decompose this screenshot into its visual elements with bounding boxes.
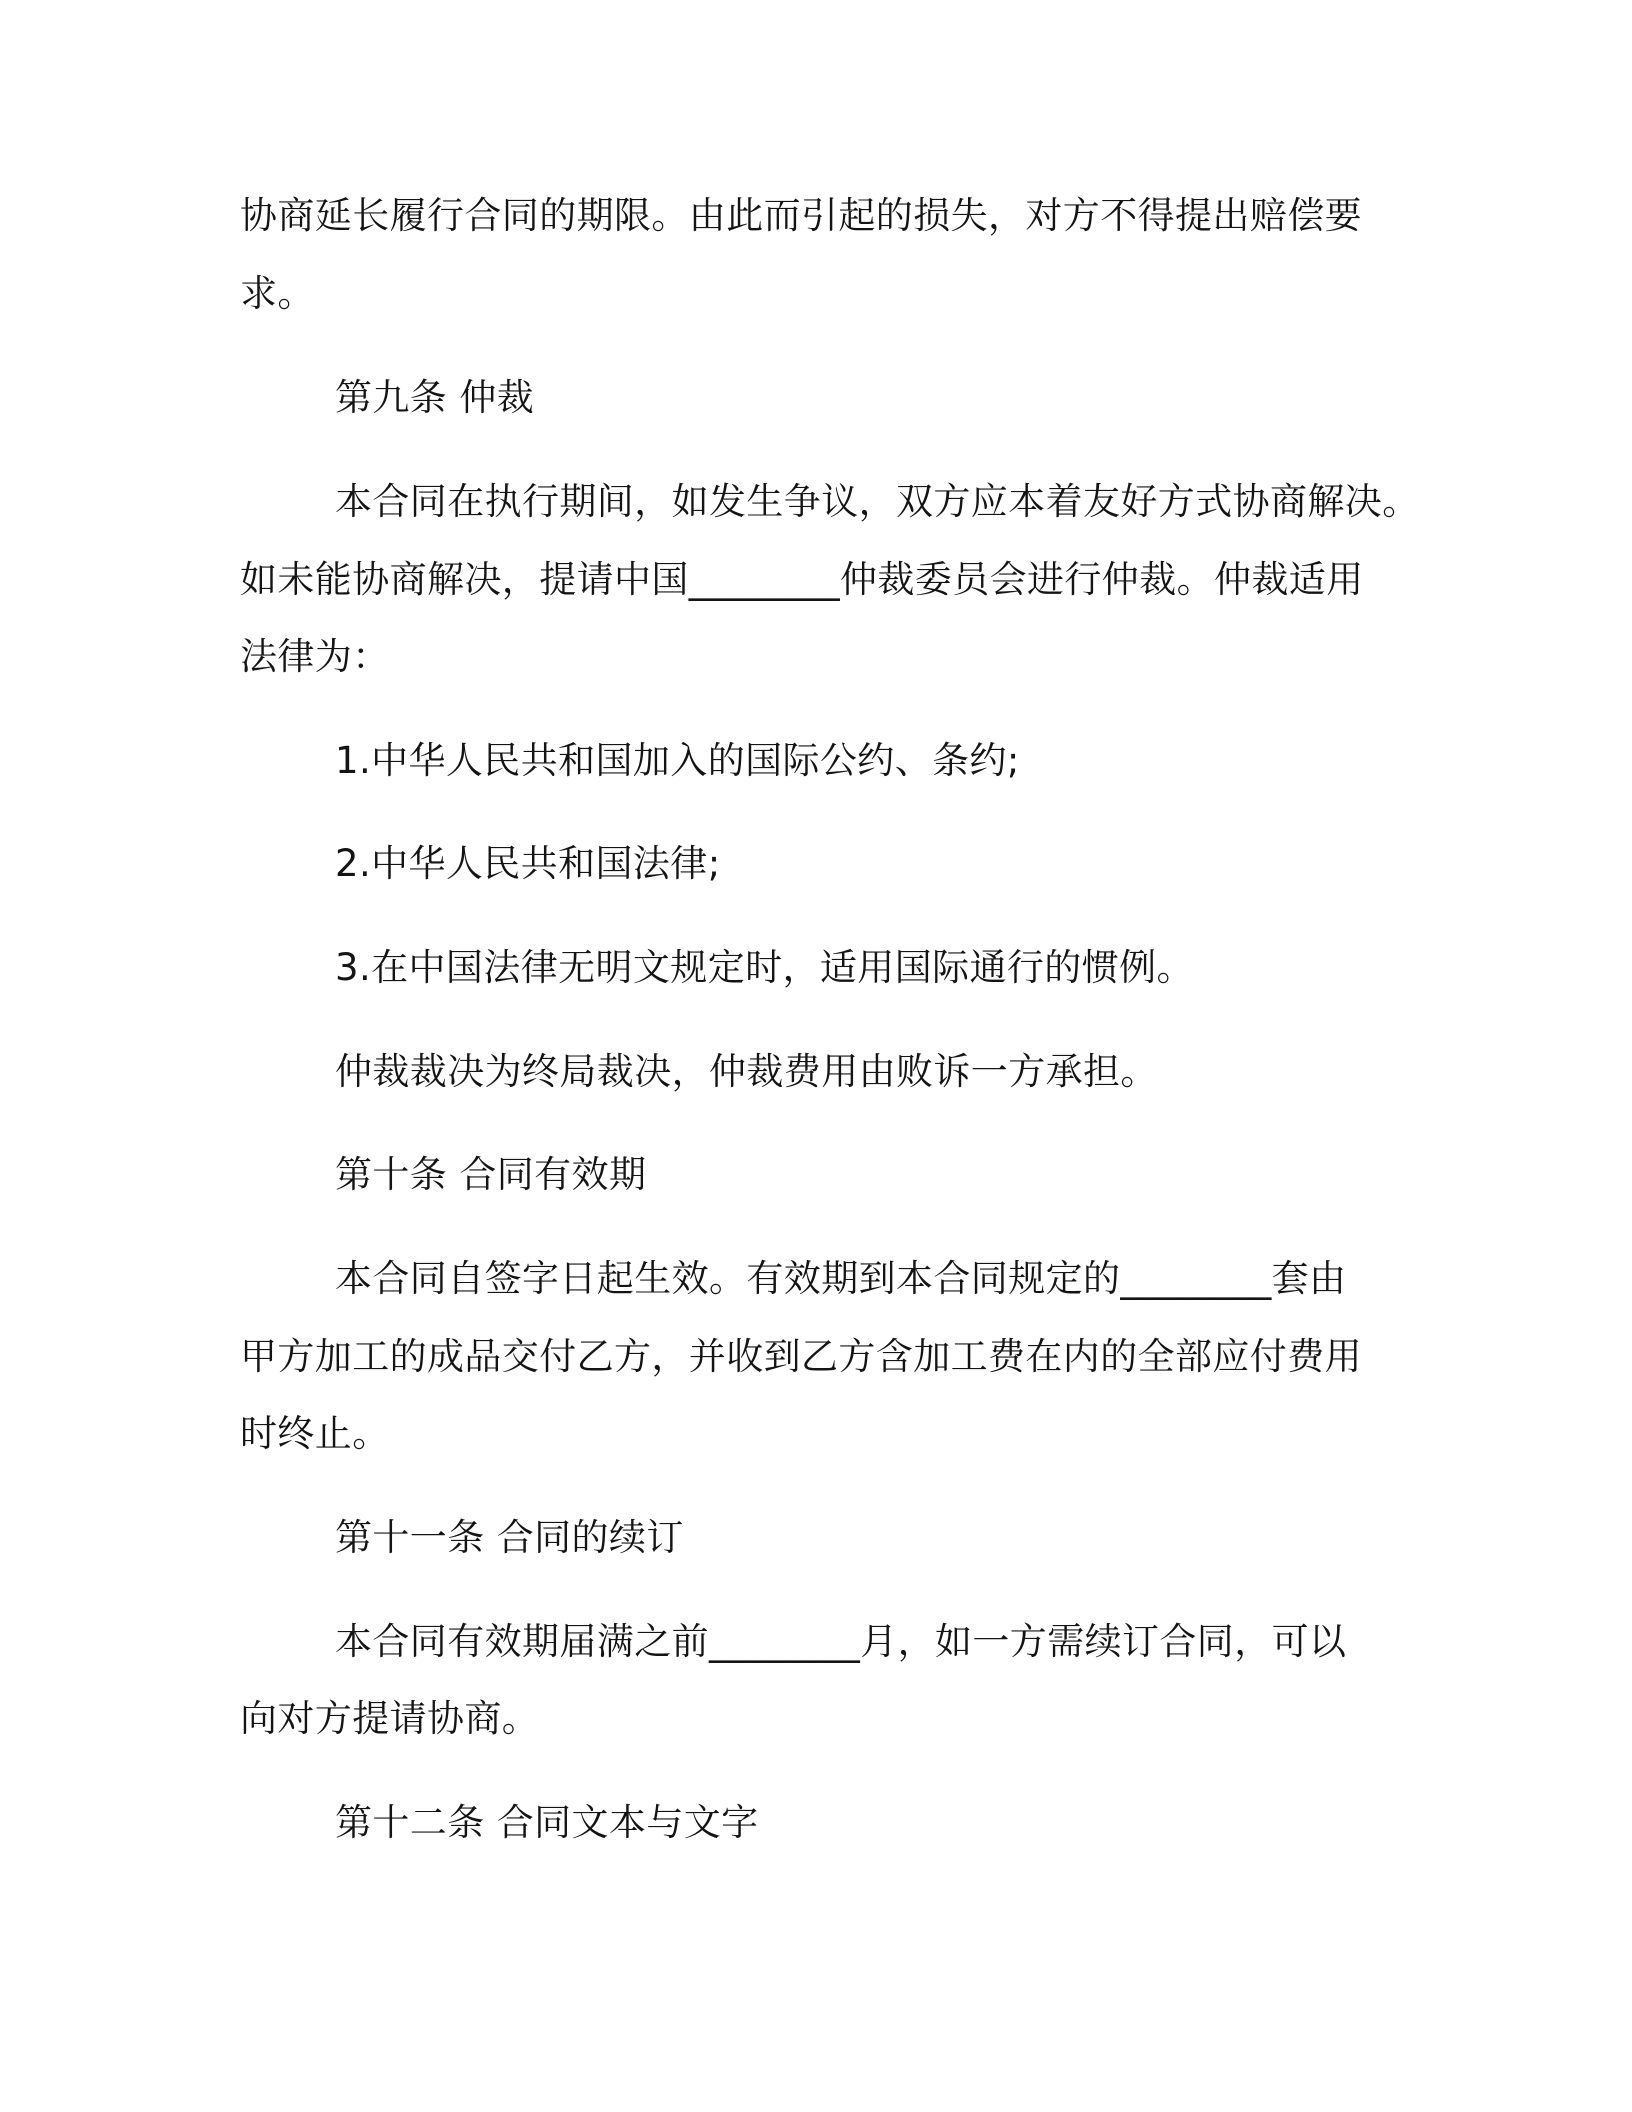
article-heading: 第十条 合同有效期 <box>335 1153 647 1196</box>
paragraph-line: 如未能协商解决，提请中国________仲裁委员会进行仲裁。仲裁适用 <box>240 558 1364 601</box>
paragraph-line: 本合同自签字日起生效。有效期到本合同规定的________套由 <box>335 1257 1347 1300</box>
article-heading: 第十一条 合同的续订 <box>335 1516 684 1559</box>
paragraph-line: 法律为： <box>240 635 390 678</box>
paragraph-line: 求。 <box>240 272 315 315</box>
paragraph-line: 甲方加工的成品交付乙方，并收到乙方含加工费在内的全部应付费用 <box>240 1335 1362 1378</box>
article-heading: 第九条 仲裁 <box>335 376 535 419</box>
list-item: 2.中华人民共和国法律; <box>335 842 721 885</box>
paragraph-line: 仲裁裁决为终局裁决，仲裁费用由败诉一方承担。 <box>335 1050 1158 1093</box>
article-heading: 第十二条 合同文本与文字 <box>335 1801 759 1844</box>
list-item: 1.中华人民共和国加入的国际公约、条约; <box>335 739 1020 782</box>
paragraph-line: 本合同在执行期间，如发生争议，双方应本着友好方式协商解决。 <box>335 480 1420 523</box>
paragraph-line: 向对方提请协商。 <box>240 1697 540 1740</box>
paragraph-line: 协商延长履行合同的期限。由此而引起的损失，对方不得提出赔偿要 <box>240 194 1362 237</box>
paragraph-line: 时终止。 <box>240 1412 390 1455</box>
list-item: 3.在中国法律无明文规定时，适用国际通行的惯例。 <box>335 946 1194 989</box>
paragraph-line: 本合同有效期届满之前________月，如一方需续订合同，可以 <box>335 1620 1347 1663</box>
